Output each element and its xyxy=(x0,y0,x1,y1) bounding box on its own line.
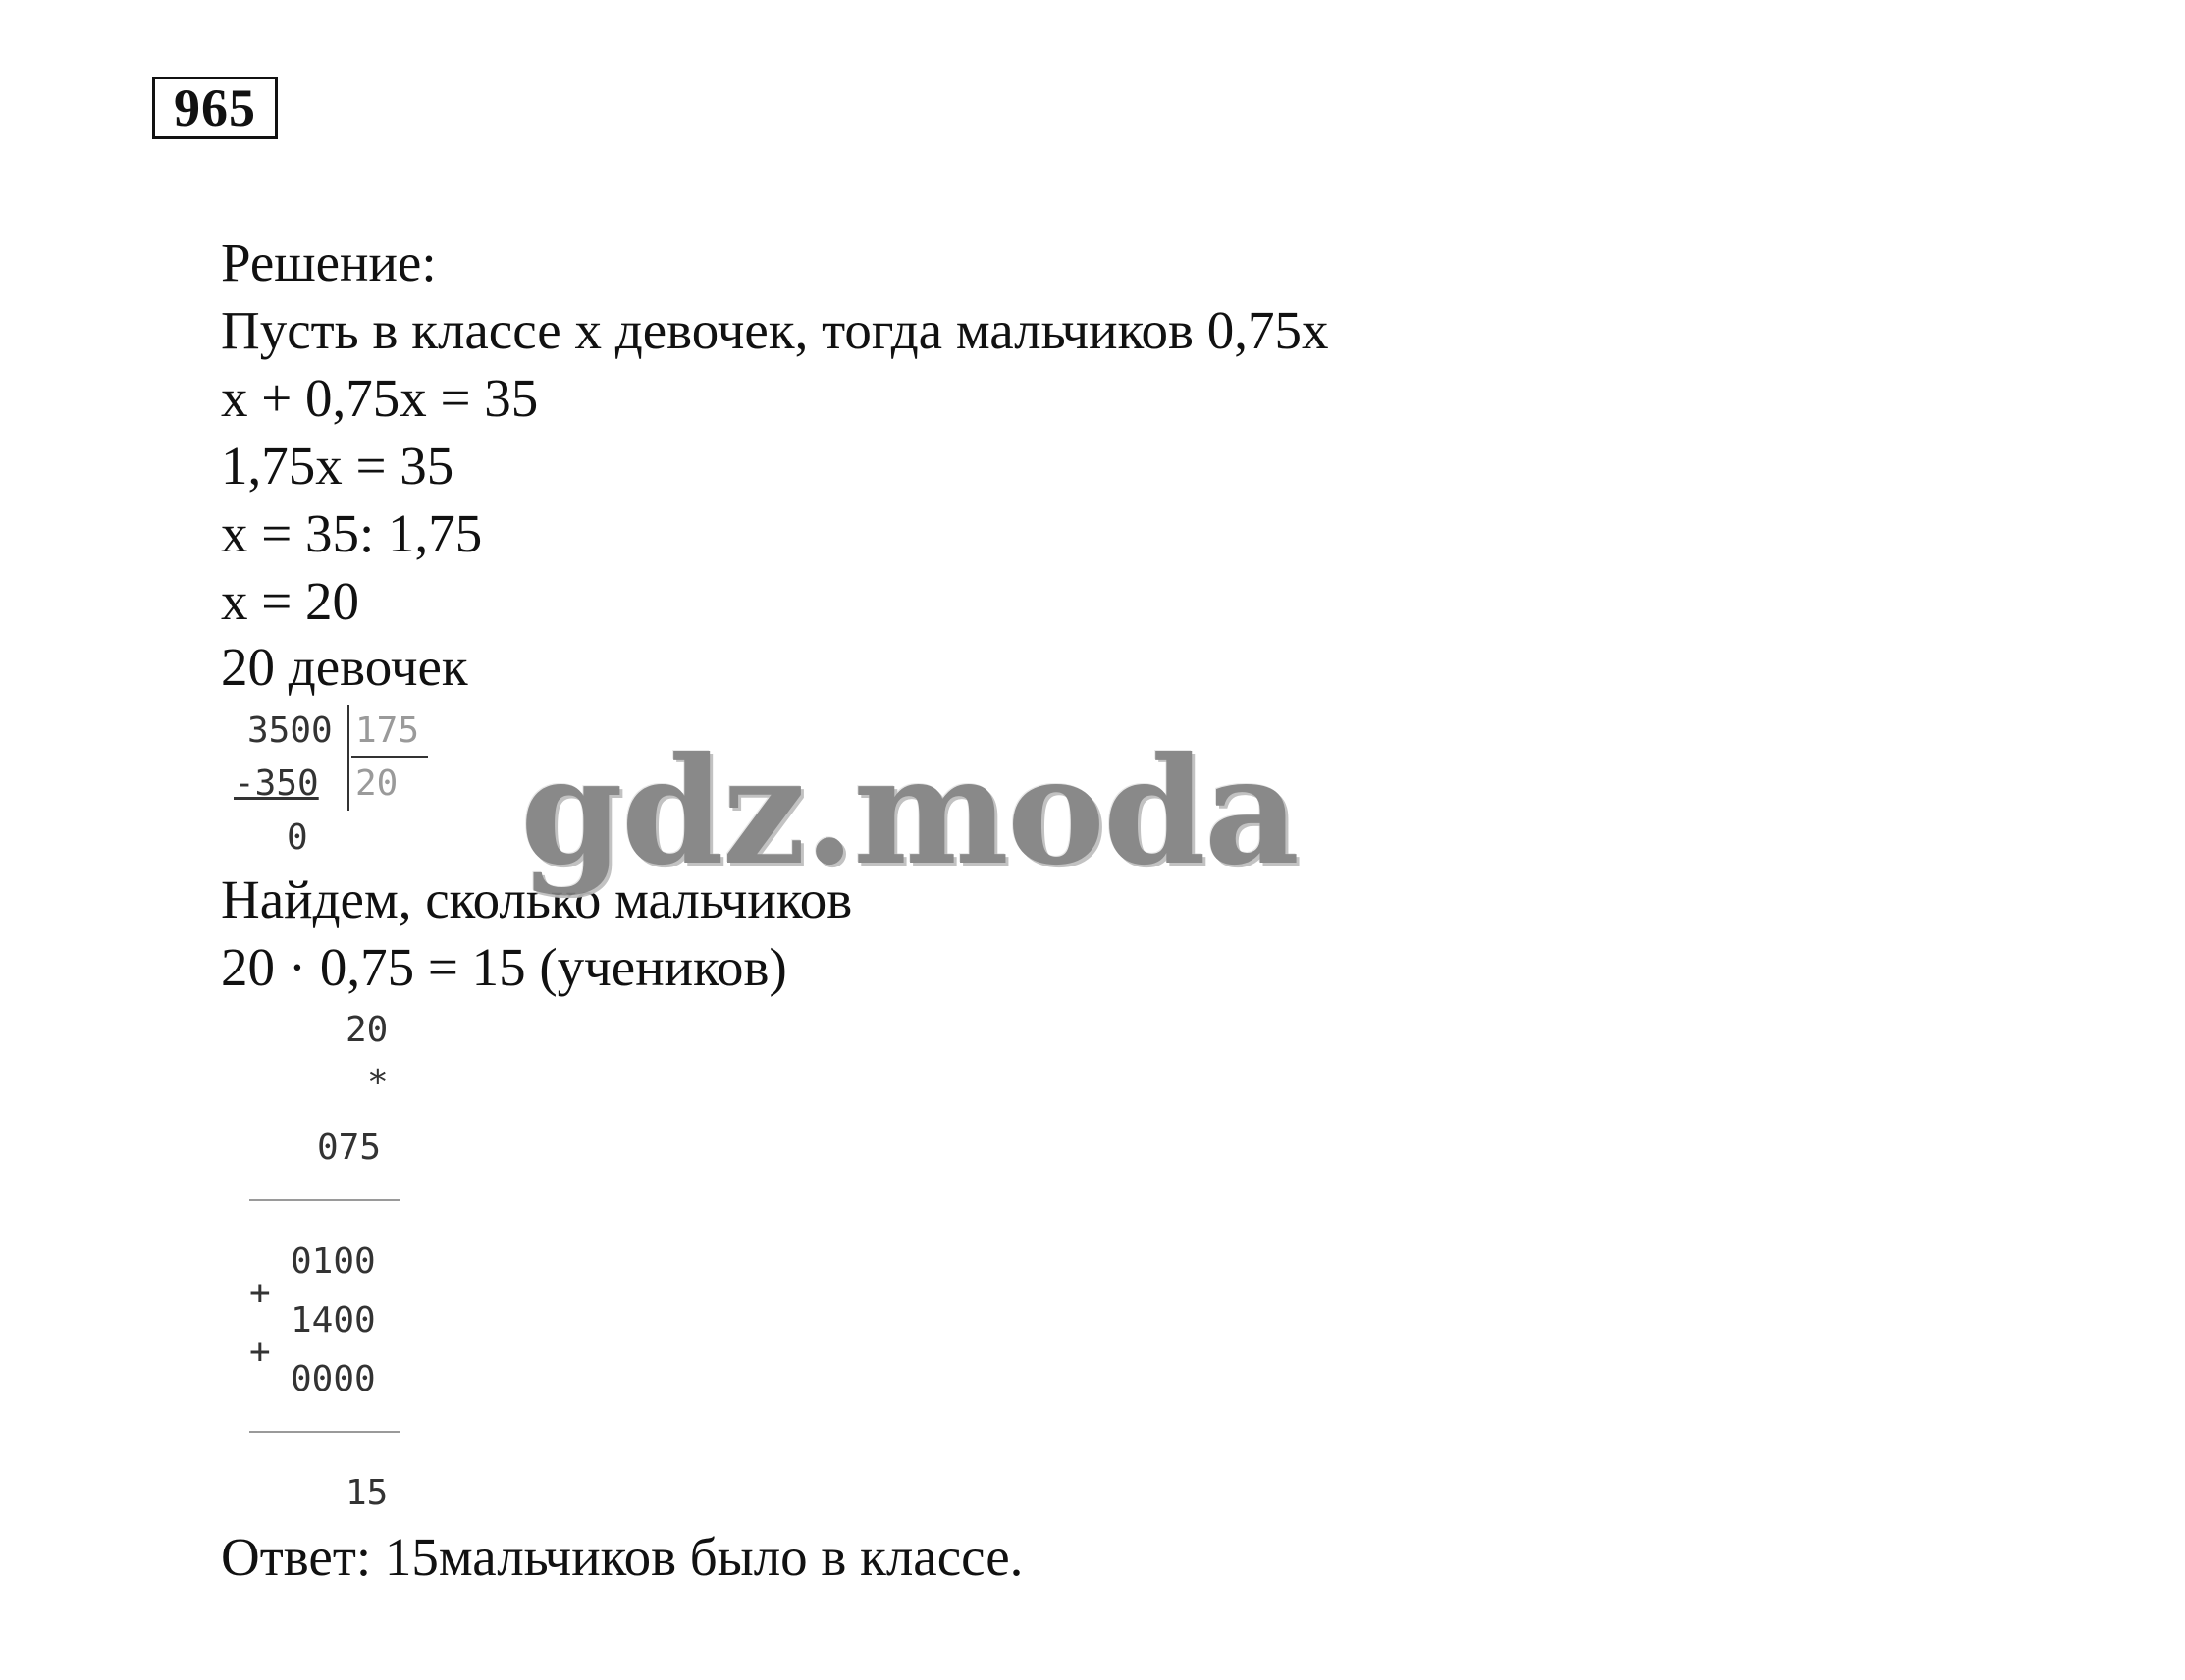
answer-line: Ответ: 15мальчиков было в классе. xyxy=(221,1527,1024,1587)
mult-plus-1: + xyxy=(249,1273,271,1313)
solution-line-2: x + 0,75x = 35 xyxy=(221,368,539,428)
mult-operand-bottom: 075 xyxy=(317,1128,382,1168)
mult-operand-top: 20 xyxy=(346,1010,389,1050)
find-boys-line: Найдем, сколько мальчиков xyxy=(221,869,853,929)
division-vertical-rule xyxy=(347,705,349,811)
mult-partial-2: 1400 xyxy=(291,1300,376,1340)
division-remainder: 0 xyxy=(287,817,308,858)
division-quotient: 20 xyxy=(355,763,399,804)
solution-line-6: 20 девочек xyxy=(221,637,468,697)
product-line: 20 · 0,75 = 15 (учеников) xyxy=(221,937,787,997)
solution-line-3: 1,75x = 35 xyxy=(221,436,454,496)
mult-rule-2 xyxy=(249,1431,400,1433)
division-dividend: 3500 xyxy=(247,710,333,751)
solution-line-5: x = 20 xyxy=(221,571,360,631)
mult-partial-3: 0000 xyxy=(291,1359,376,1399)
division-divisor-rule xyxy=(351,756,428,758)
solution-heading: Решение: xyxy=(221,233,437,292)
mult-partial-1: 0100 xyxy=(291,1241,376,1282)
mult-result: 15 xyxy=(346,1473,389,1513)
mult-plus-2: + xyxy=(249,1332,271,1372)
division-divisor: 175 xyxy=(355,710,420,751)
mult-rule-1 xyxy=(249,1199,400,1201)
watermark-logo: gdz.moda xyxy=(520,725,1299,898)
solution-line-1: Пусть в классе x девочек, тогда мальчиков 0,75x xyxy=(221,300,1329,360)
mult-operator: * xyxy=(367,1063,389,1103)
task-number-box: 965 xyxy=(152,77,278,139)
solution-line-4: x = 35: 1,75 xyxy=(221,503,483,563)
division-subtrahend: -350 xyxy=(234,763,319,804)
